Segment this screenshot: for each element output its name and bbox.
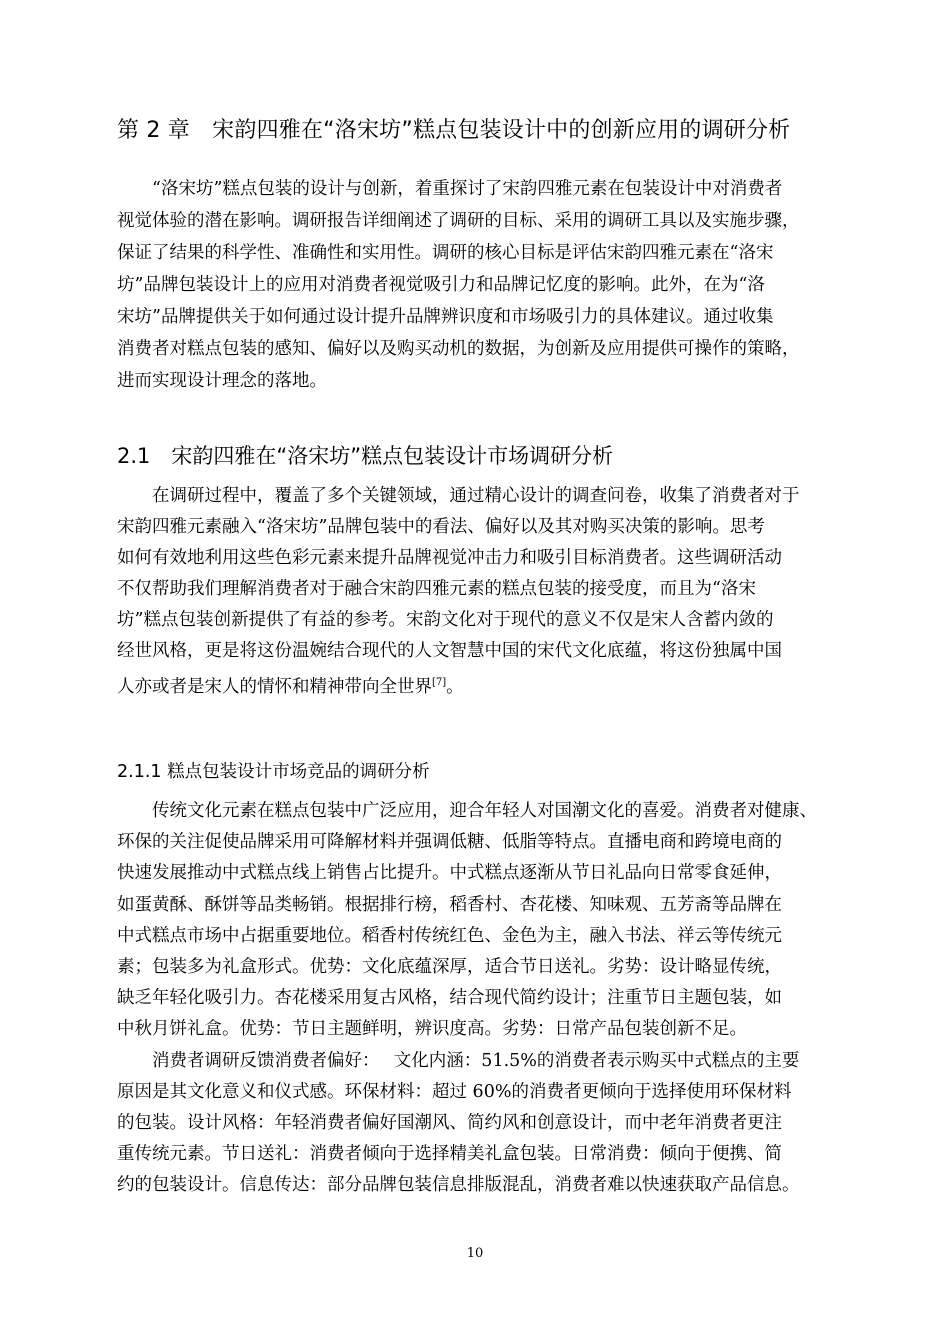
chapter-title: 第 2 章 宋韵四雅在“洛宋坊”糕点包装设计中的创新应用的调研分析: [117, 118, 791, 143]
intro-line: 保证了结果的科学性、准确性和实用性。调研的核心目标是评估宋韵四雅元素在“洛宋: [117, 243, 774, 263]
section-2-1-line: 在调研过程中，覆盖了多个关键领域，通过精心设计的调查问卷，收集了消费者对于: [152, 486, 800, 506]
section-2-1-line: 宋韵四雅元素融入“洛宋坊”品牌包装中的看法、偏好以及其对购买决策的影响。思考: [117, 517, 765, 537]
intro-line: 宋坊”品牌提供关于如何通过设计提升品牌辨识度和市场吸引力的具体建议。通过收集: [117, 307, 774, 327]
section-2-1-1-line: 中秋月饼礼盒。优势：节日主题鲜明，辨识度高。劣势：日常产品包装创新不足。: [117, 1019, 747, 1040]
section-2-1-end-mark: 。: [446, 677, 464, 697]
section-2-1-1-paragraph: [117, 796, 877, 1201]
section-2-1-line: 坊”糕点包装创新提供了有益的参考。宋韵文化对于现代的意义不仅是宋人含蓄内敛的: [117, 610, 774, 630]
citation-marker[interactable]: [7]: [432, 677, 447, 688]
intro-line: 坊”品牌包装设计上的应用对消费者视觉吸引力和品牌记忆度的影响。此外，在为“洛: [117, 275, 765, 295]
section-2-1-line: 如何有效地利用这些色彩元素来提升品牌视觉冲击力和吸引目标消费者。这些调研活动: [117, 548, 782, 568]
section-2-1-1-line: 环保的关注促使品牌采用可降解材料并强调低糖、低脂等特点。直播电商和跨境电商的: [117, 832, 782, 853]
section-2-1-1-line: 的包装。设计风格：年轻消费者偏好国潮风、简约风和创意设计，而中老年消费者更注: [117, 1112, 782, 1133]
section-2-1-1-line: 原因是其文化意义和仪式感。环保材料：超过 60%的消费者更倾向于选择使用环保材料: [117, 1081, 792, 1102]
intro-paragraph: [117, 173, 877, 397]
section-2-1-1-line: 消费者调研反馈消费者偏好： 文化内涵：51.5%的消费者表示购买中式糕点的主要: [152, 1050, 800, 1071]
intro-line: 视觉体验的潜在影响。调研报告详细阐述了调研的目标、采用的调研工具以及实施步骤，: [117, 211, 800, 231]
intro-line: “洛宋坊”糕点包装的设计与创新，着重探讨了宋韵四雅元素在包装设计中对消费者: [152, 179, 783, 199]
section-2-1-1-line: 如蛋黄酥、酥饼等品类畅销。根据排行榜，稻香村、杏花楼、知味观、五芳斋等品牌在: [117, 894, 782, 915]
section-2-1-1-line: 素；包装多为礼盒形式。优势：文化底蕴深厚，适合节日送礼。劣势：设计略显传统，: [117, 956, 782, 977]
section-2-1-line: 不仅帮助我们理解消费者对于融合宋韵四雅元素的糕点包装的接受度，而且为“洛宋: [117, 579, 756, 599]
section-2-1-paragraph: [117, 481, 877, 698]
section-2-1-line: 经世风格，更是将这份温婉结合现代的人文智慧中国的宋代文化底蕴，将这份独属中国: [117, 641, 782, 661]
section-2-1-1-line: 缺乏年轻化吸引力。杏花楼采用复古风格，结合现代简约设计；注重节日主题包装，如: [117, 988, 782, 1009]
intro-line: 消费者对糕点包装的感知、偏好以及购买动机的数据，为创新及应用提供可操作的策略，: [117, 339, 800, 359]
section-2-1-1-line: 中式糕点市场中占据重要地位。稻香村传统红色、金色为主，融入书法、祥云等传统元: [117, 925, 782, 946]
section-2-1-1-title: 2.1.1 糕点包装设计市场竞品的调研分析: [117, 762, 430, 782]
section-2-1-1-line: 快速发展推动中式糕点线上销售占比提升。中式糕点逐渐从节日礼品向日常零食延伸，: [117, 863, 782, 884]
intro-line: 进而实现设计理念的落地。: [117, 371, 327, 391]
section-2-1-1-line: 传统文化元素在糕点包装中广泛应用，迎合年轻人对国潮文化的喜爱。消费者对健康、: [152, 801, 817, 821]
section-2-1-1-line: 重传统元素。节日送礼：消费者倾向于选择精美礼盒包装。日常消费：倾向于便携、简: [117, 1144, 782, 1165]
section-2-1-last-line: [117, 667, 877, 698]
section-2-1-1-line: 约的包装设计。信息传达：部分品牌包装信息排版混乱，消费者难以快速获取产品信息。: [117, 1175, 800, 1196]
section-2-1-last-text: 人亦或者是宋人的情怀和精神带向全世界: [117, 677, 432, 697]
page-number: 10: [466, 1246, 484, 1261]
section-2-1-title: 2.1 宋韵四雅在“洛宋坊”糕点包装设计市场调研分析: [117, 444, 614, 468]
